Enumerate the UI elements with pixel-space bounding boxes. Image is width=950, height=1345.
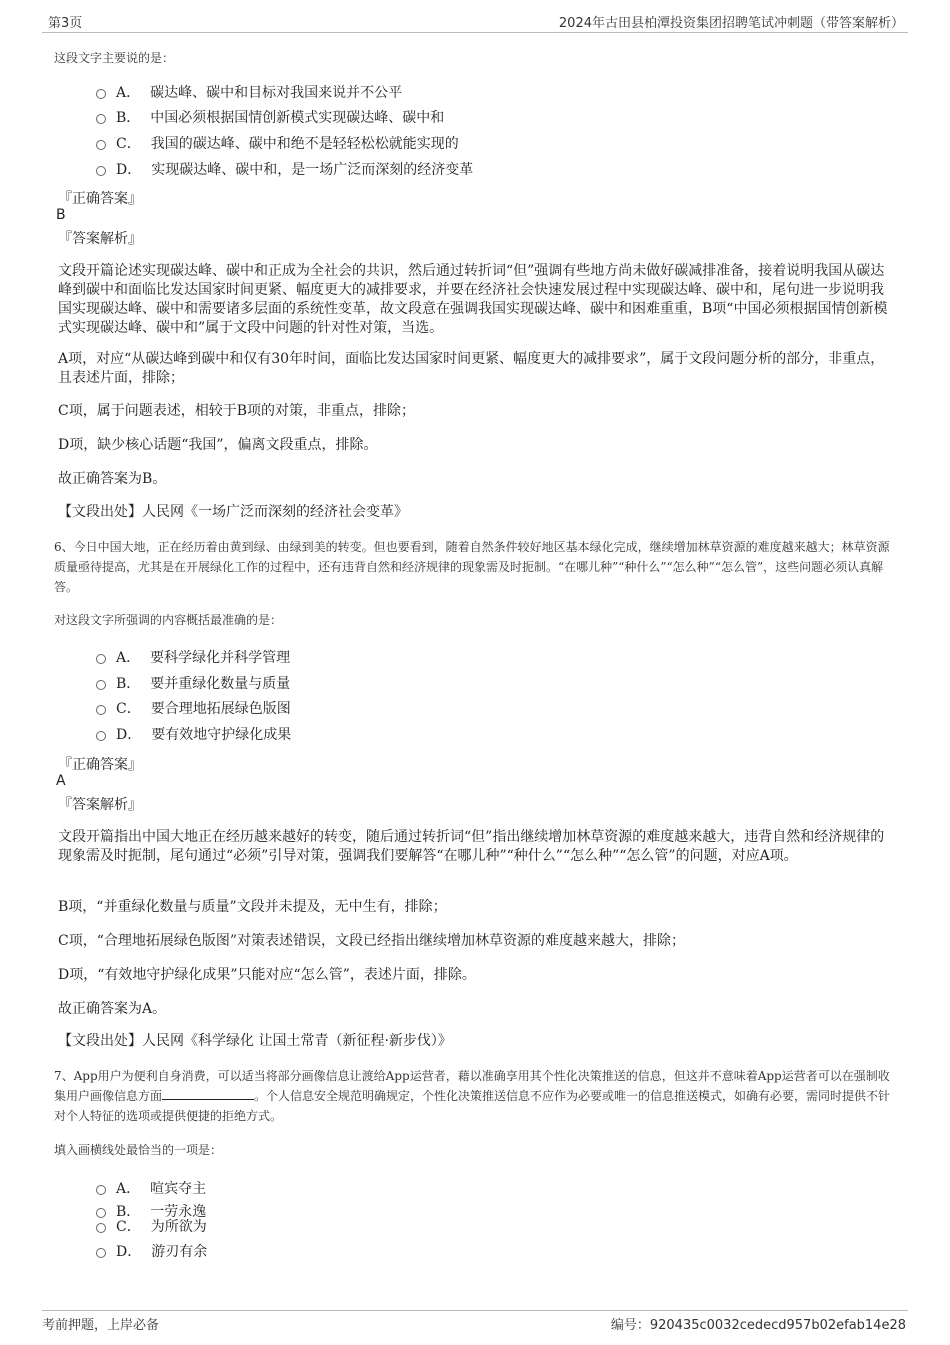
radio-icon[interactable] [96,114,106,124]
radio-icon[interactable] [96,731,106,741]
q7-prompt: 填入画横线处最恰当的一项是： [54,1143,223,1157]
q6-option-a[interactable]: A． 要科学绿化并科学管理 [96,647,290,667]
radio-icon[interactable] [96,1223,106,1233]
q5-option-c[interactable]: C． 我国的碳达峰、碳中和绝不是轻轻松松就能实现的 [96,133,459,153]
q7-stem: 7、App用户为便利自身消费，可以适当将部分画像信息让渡给App运营者，藉以准确享用其个性化决策推送的信息，但这并不意味着App运营者可以在强制收集用户画像信息方面 。个人信息安全规范明确规定，个性化决策推送信息不应作为必要或唯一的信息推送模式，如确有必要，需同时提供不针对个人特征的选项或提供便捷的拒绝方式。 [54,1069,891,1123]
q5-option-b[interactable]: B． 中国必须根据国情创新模式实现碳达峰、碳中和 [96,107,444,127]
q6-answer-label: 『正确答案』 [58,757,142,773]
q7-option-a[interactable]: A． 喧宾夺主 [96,1178,206,1198]
q6-conclusion: 故正确答案为A。 [58,1001,167,1017]
page-number: 第3页 [48,16,83,31]
q6-prompt: 对这段文字所强调的内容概括最准确的是： [54,613,283,627]
q5-answer-label: 『正确答案』 [58,191,142,207]
radio-icon[interactable] [96,1248,106,1258]
q5-answer: B [56,207,66,223]
q7-option-d[interactable]: D． 游刃有余 [96,1241,207,1261]
q6-option-c[interactable]: C． 要合理地拓展绿色版图 [96,698,291,718]
document-title: 2024年古田县柏潭投资集团招聘笔试冲刺题（带答案解析） [558,16,904,31]
q6-option-d[interactable]: D． 要有效地守护绿化成果 [96,724,291,744]
radio-icon[interactable] [96,89,106,99]
q5-source: 【文段出处】人民网《一场广泛而深刻的经济社会变革》 [58,504,408,520]
footer-slogan: 考前押题，上岸必备 [42,1318,160,1333]
document-code: 编号：920435c0032cedecd957b02efab14e28 [610,1318,906,1333]
q6-analysis-d: D项，“有效地守护绿化成果”只能对应“怎么管”，表述片面，排除。 [58,967,476,983]
q6-option-b[interactable]: B． 要并重绿化数量与质量 [96,673,290,693]
q5-analysis-a: A项，对应“从碳达峰到碳中和仅有30年时间，面临比发达国家时间更紧、幅度更大的减排要求”，属于文段问题分析的部分，非重点，且表述片面，排除； [58,351,885,386]
q6-analysis-main: 文段开篇指出中国大地正在经历越来越好的转变，随后通过转折词“但”指出继续增加林草资源的难度越来越大，违背自然和经济规律的现象需及时扼制，尾句通过“必须”引导对策，强调我们要解答“在哪儿种”“种什么”“怎么种”“怎么管”的问题，对应A项。 [58,829,885,864]
radio-icon[interactable] [96,705,106,715]
q5-conclusion: 故正确答案为B。 [58,471,167,487]
q5-analysis-main: 文段开篇论述实现碳达峰、碳中和正成为全社会的共识，然后通过转折词“但”强调有些地方尚未做好碳减排准备，接着说明我国从碳达峰到碳中和面临比发达国家时间更紧、幅度更大的减排要求，并要在经济社会快速发展过程中实现碳达峰、碳中和，尾句进一步说明我国实现碳达峰、碳中和需要诸多层面的系统性变革，故文段意在强调我国实现碳达峰、碳中和困难重重，B项“中国必须根据国情创新模式实现碳达峰、碳中和”属于文段中问题的针对性对策，当选。 [58,263,888,336]
q6-source: 【文段出处】人民网《科学绿化 让国土常青（新征程·新步伐）》 [58,1033,452,1049]
q6-stem: 6、今日中国大地，正在经历着由黄到绿、由绿到美的转变。但也要看到，随着自然条件较好地区基本绿化完成，继续增加林草资源的难度越来越大；林草资源质量亟待提高，尤其是在开展绿化工作的过程中，还有违背自然和经济规律的现象需及时扼制。“在哪儿种”“种什么”“怎么种”“怎么管”，这些问题必须认真解答。 [54,540,890,594]
radio-icon[interactable] [96,166,106,176]
q5-analysis-label: 『答案解析』 [58,231,142,247]
q7-option-b[interactable]: B． 一劳永逸 [96,1201,206,1221]
header-divider [42,32,908,33]
q6-analysis-b: B项，“并重绿化数量与质量”文段并未提及，无中生有，排除； [58,899,447,915]
q5-option-a[interactable]: A． 碳达峰、碳中和目标对我国来说并不公平 [96,82,402,102]
q5-prompt: 这段文字主要说的是： [54,51,175,65]
radio-icon[interactable] [96,140,106,150]
q5-analysis-c: C项，属于问题表述，相较于B项的对策，非重点，排除； [58,403,415,419]
radio-icon[interactable] [96,654,106,664]
footer-divider [42,1310,908,1311]
q7-option-c[interactable]: C． 为所欲为 [96,1216,207,1236]
q6-analysis-c: C项，“合理地拓展绿色版图”对策表述错误，文段已经指出继续增加林草资源的难度越来越大，排除； [58,933,686,949]
fill-blank [162,1088,254,1100]
radio-icon[interactable] [96,680,106,690]
q5-option-d[interactable]: D． 实现碳达峰、碳中和，是一场广泛而深刻的经济变革 [96,159,473,179]
q6-analysis-label: 『答案解析』 [58,797,142,813]
q5-analysis-d: D项，缺少核心话题“我国”，偏离文段重点，排除。 [58,437,378,453]
radio-icon[interactable] [96,1185,106,1195]
q6-answer: A [56,773,66,789]
